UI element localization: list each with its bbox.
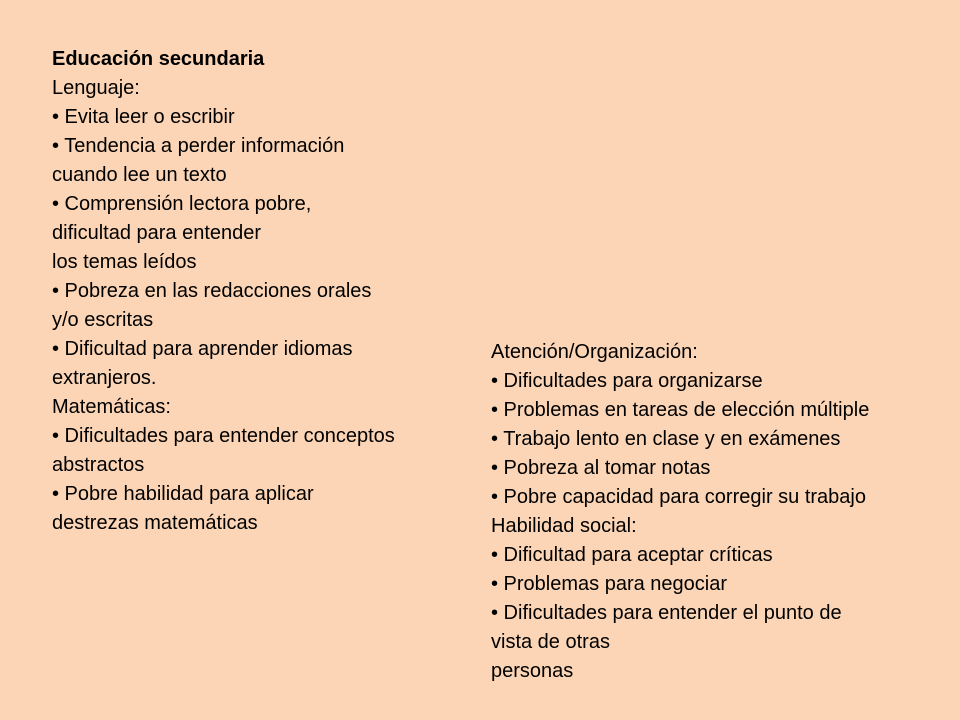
text-line: personas	[491, 660, 574, 682]
text-line: dificultad para entender	[52, 222, 262, 244]
section-title: Educación secundaria	[52, 48, 265, 70]
text-line: • Problemas en tareas de elección múltiple	[491, 399, 870, 421]
text-line: • Evita leer o escribir	[52, 106, 235, 128]
text-line: • Comprensión lectora pobre,	[52, 193, 312, 215]
text-line: • Pobre habilidad para aplicar	[52, 483, 314, 505]
text-line: abstractos	[52, 454, 145, 476]
text-line: • Problemas para negociar	[491, 573, 728, 595]
heading-habilidad-social: Habilidad social:	[491, 515, 637, 537]
heading-atencion-organizacion: Atención/Organización:	[491, 341, 698, 363]
text-line: cuando lee un texto	[52, 164, 227, 186]
left-column	[52, 45, 472, 538]
text-line: • Dificultad para aceptar críticas	[491, 544, 773, 566]
heading-matematicas: Matemáticas:	[52, 396, 171, 418]
text-line: • Pobre capacidad para corregir su trabajo	[491, 486, 866, 508]
text-line: • Dificultades para entender conceptos	[52, 425, 395, 447]
text-line: • Pobreza al tomar notas	[491, 457, 711, 479]
right-column	[491, 338, 951, 686]
text-line: los temas leídos	[52, 251, 197, 273]
text-line: vista de otras	[491, 631, 610, 653]
text-line: • Tendencia a perder información	[52, 135, 345, 157]
text-line: y/o escritas	[52, 309, 154, 331]
text-line: • Dificultades para organizarse	[491, 370, 763, 392]
text-line: • Trabajo lento en clase y en exámenes	[491, 428, 841, 450]
text-line: destrezas matemáticas	[52, 512, 258, 534]
text-line: • Dificultades para entender el punto de	[491, 602, 842, 624]
text-line: • Pobreza en las redacciones orales	[52, 280, 372, 302]
text-line: extranjeros.	[52, 367, 157, 389]
heading-lenguaje: Lenguaje:	[52, 77, 140, 99]
text-line: • Dificultad para aprender idiomas	[52, 338, 353, 360]
